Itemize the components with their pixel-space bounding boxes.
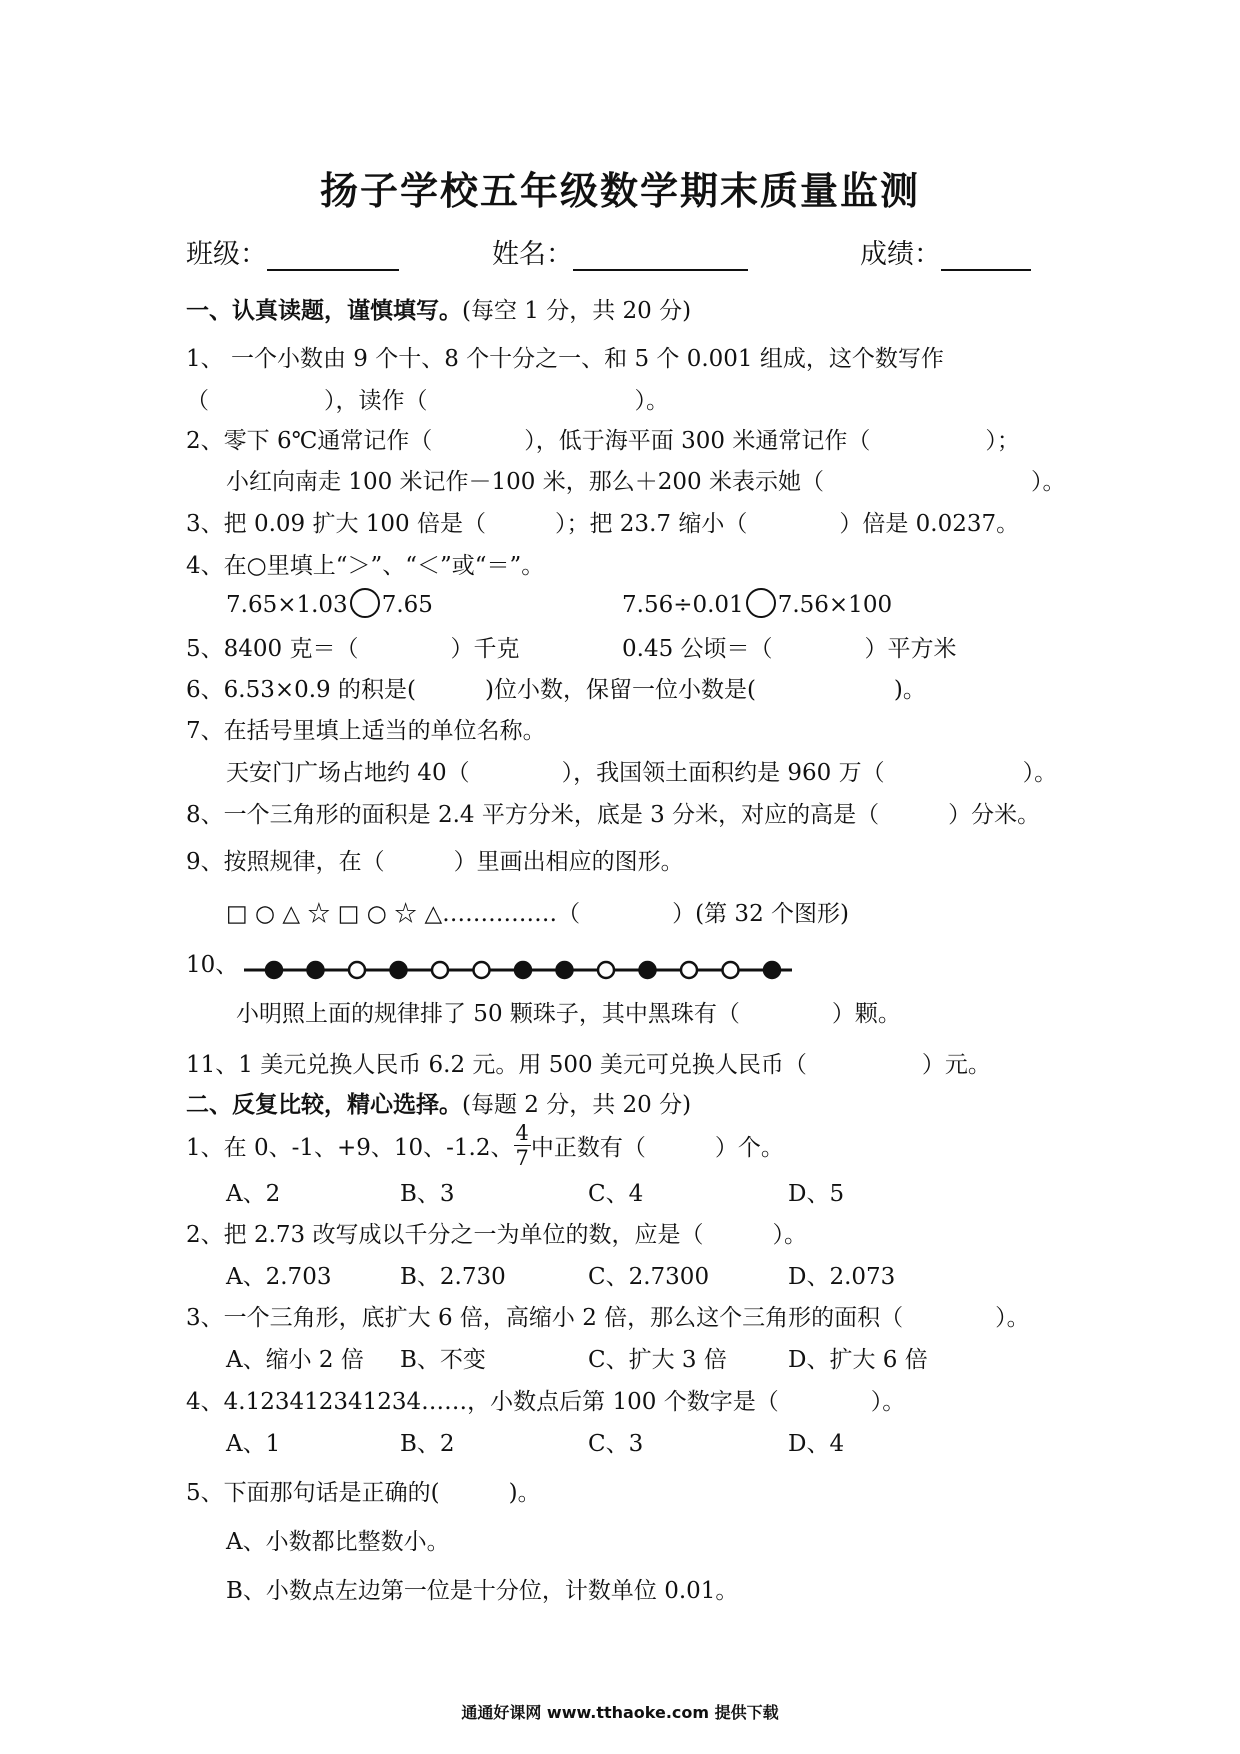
q4-b-right: 7.56×100 [777,592,893,618]
bead-string [240,950,800,990]
s1-q9-sequence: □ ○ △ ☆ □ ○ ☆ △……………（ ）(第 32 个图形) [226,901,849,927]
s2-q5-option-a[interactable]: A、小数都比整数小。 [226,1529,450,1555]
s2-q1-pre: 1、在 0、-1、+9、10、-1.2、 [186,1134,514,1161]
option-c[interactable]: C、扩大 3 倍 [588,1347,727,1373]
s1-q7: 7、在括号里填上适当的单位名称。 [186,718,546,744]
score-field [860,232,1031,271]
s1-q10-number: 10、 [186,952,239,978]
s1-q10-text: 小明照上面的规律排了 50 颗珠子，其中黑珠有（ ）颗。 [236,1001,901,1027]
s2-q5-option-b[interactable]: B、小数点左边第一位是十分位，计数单位 0.01。 [226,1578,739,1604]
white-bead [723,962,739,978]
black-bead [557,962,573,978]
class-field [186,232,399,271]
section2-note: (每题 2 分，共 20 分) [462,1092,692,1118]
s2-q5: 5、下面那句话是正确的( )。 [186,1480,541,1506]
black-bead [764,962,780,978]
s1-q4-compare-a [226,588,433,618]
option-d[interactable]: D、4 [788,1431,845,1457]
section1-title: 一、认真读题，谨慎填写。 [186,298,462,324]
white-bead [432,962,448,978]
option-c[interactable]: C、2.7300 [588,1264,710,1290]
s1-q7-line2: 天安门广场占地约 40（ ），我国领土面积约是 960 万（ ）。 [226,760,1058,786]
black-bead [266,962,282,978]
s2-q4: 4、4.123412341234……，小数点后第 100 个数字是（ ）。 [186,1389,906,1415]
black-bead [640,962,656,978]
fraction-denominator: 7 [515,1145,529,1170]
white-bead [598,962,614,978]
score-label: 成绩： [860,239,941,270]
option-b[interactable]: B、2 [400,1431,455,1457]
section1-heading [186,292,691,325]
name-label: 姓名： [492,239,573,270]
white-bead [681,962,697,978]
compare-circle-b[interactable] [746,588,776,618]
s1-q1-line1: 1、 一个小数由 9 个十、8 个十分之一、和 5 个 0.001 组成，这个数写作 [186,346,944,372]
black-bead [391,962,407,978]
black-bead [515,962,531,978]
option-b[interactable]: B、不变 [400,1347,486,1373]
page-title: 扬子学校五年级数学期末质量监测 [319,169,920,213]
s2-q3: 3、一个三角形，底扩大 6 倍，高缩小 2 倍，那么这个三角形的面积（ ）。 [186,1305,1030,1331]
black-bead [308,962,324,978]
fraction [514,1121,531,1170]
q4-b-left: 7.56÷0.01 [622,592,744,618]
white-bead [349,962,365,978]
option-a[interactable]: A、1 [226,1431,281,1457]
option-d[interactable]: D、5 [788,1181,845,1207]
q4-a-left: 7.65×1.03 [226,592,348,618]
option-a[interactable]: A、缩小 2 倍 [226,1347,364,1373]
section1-note: (每空 1 分，共 20 分) [462,298,692,324]
section2-heading [186,1086,691,1119]
footer-credit: 通通好课网 www.tthaoke.com 提供下载 [461,1703,779,1722]
class-blank[interactable] [267,243,399,271]
class-label: 班级： [186,239,267,270]
option-a[interactable]: A、2 [226,1181,281,1207]
s1-q11: 11、1 美元兑换人民币 6.2 元。用 500 美元可兑换人民币（ ）元。 [186,1052,991,1078]
option-d[interactable]: D、2.073 [788,1264,896,1290]
name-blank[interactable] [573,243,748,271]
q4-a-right: 7.65 [381,592,433,618]
s1-q8: 8、一个三角形的面积是 2.4 平方分米，底是 3 分米，对应的高是（ ）分米。 [186,802,1041,828]
s1-q5-b: 0.45 公顷＝（ ）平方米 [622,636,957,662]
option-c[interactable]: C、4 [588,1181,644,1207]
score-blank[interactable] [941,243,1031,271]
s1-q9: 9、按照规律，在（ ）里画出相应的图形。 [186,849,684,875]
option-a[interactable]: A、2.703 [226,1264,332,1290]
s1-q6: 6、6.53×0.9 的积是( )位小数，保留一位小数是( )。 [186,677,926,703]
s2-q1-post: 中正数有（ ）个。 [530,1134,784,1161]
option-b[interactable]: B、2.730 [400,1264,506,1290]
s1-q5-a: 5、8400 克＝（ ）千克 [186,636,520,662]
fraction-numerator: 4 [515,1120,529,1145]
option-c[interactable]: C、3 [588,1431,644,1457]
s1-q2-line1: 2、零下 6℃通常记作（ ），低于海平面 300 米通常记作（ ）； [186,428,1020,454]
s2-q2: 2、把 2.73 改写成以千分之一为单位的数，应是（ ）。 [186,1222,807,1248]
s1-q3: 3、把 0.09 扩大 100 倍是（ ）；把 23.7 缩小（ ）倍是 0.0237。 [186,511,1020,537]
white-bead [474,962,490,978]
option-b[interactable]: B、3 [400,1181,455,1207]
s1-q1-line2: （ ），读作（ ）。 [186,388,669,414]
compare-circle-a[interactable] [350,588,380,618]
name-field [492,232,748,271]
s2-q1 [186,1118,784,1172]
s1-q4-compare-b [622,588,892,618]
option-d[interactable]: D、扩大 6 倍 [788,1347,928,1373]
s1-q4: 4、在○里填上“＞”、“＜”或“＝”。 [186,553,545,579]
section2-title: 二、反复比较，精心选择。 [186,1092,462,1118]
s1-q2-line2: 小红向南走 100 米记作－100 米，那么＋200 米表示她（ ）。 [226,469,1066,495]
